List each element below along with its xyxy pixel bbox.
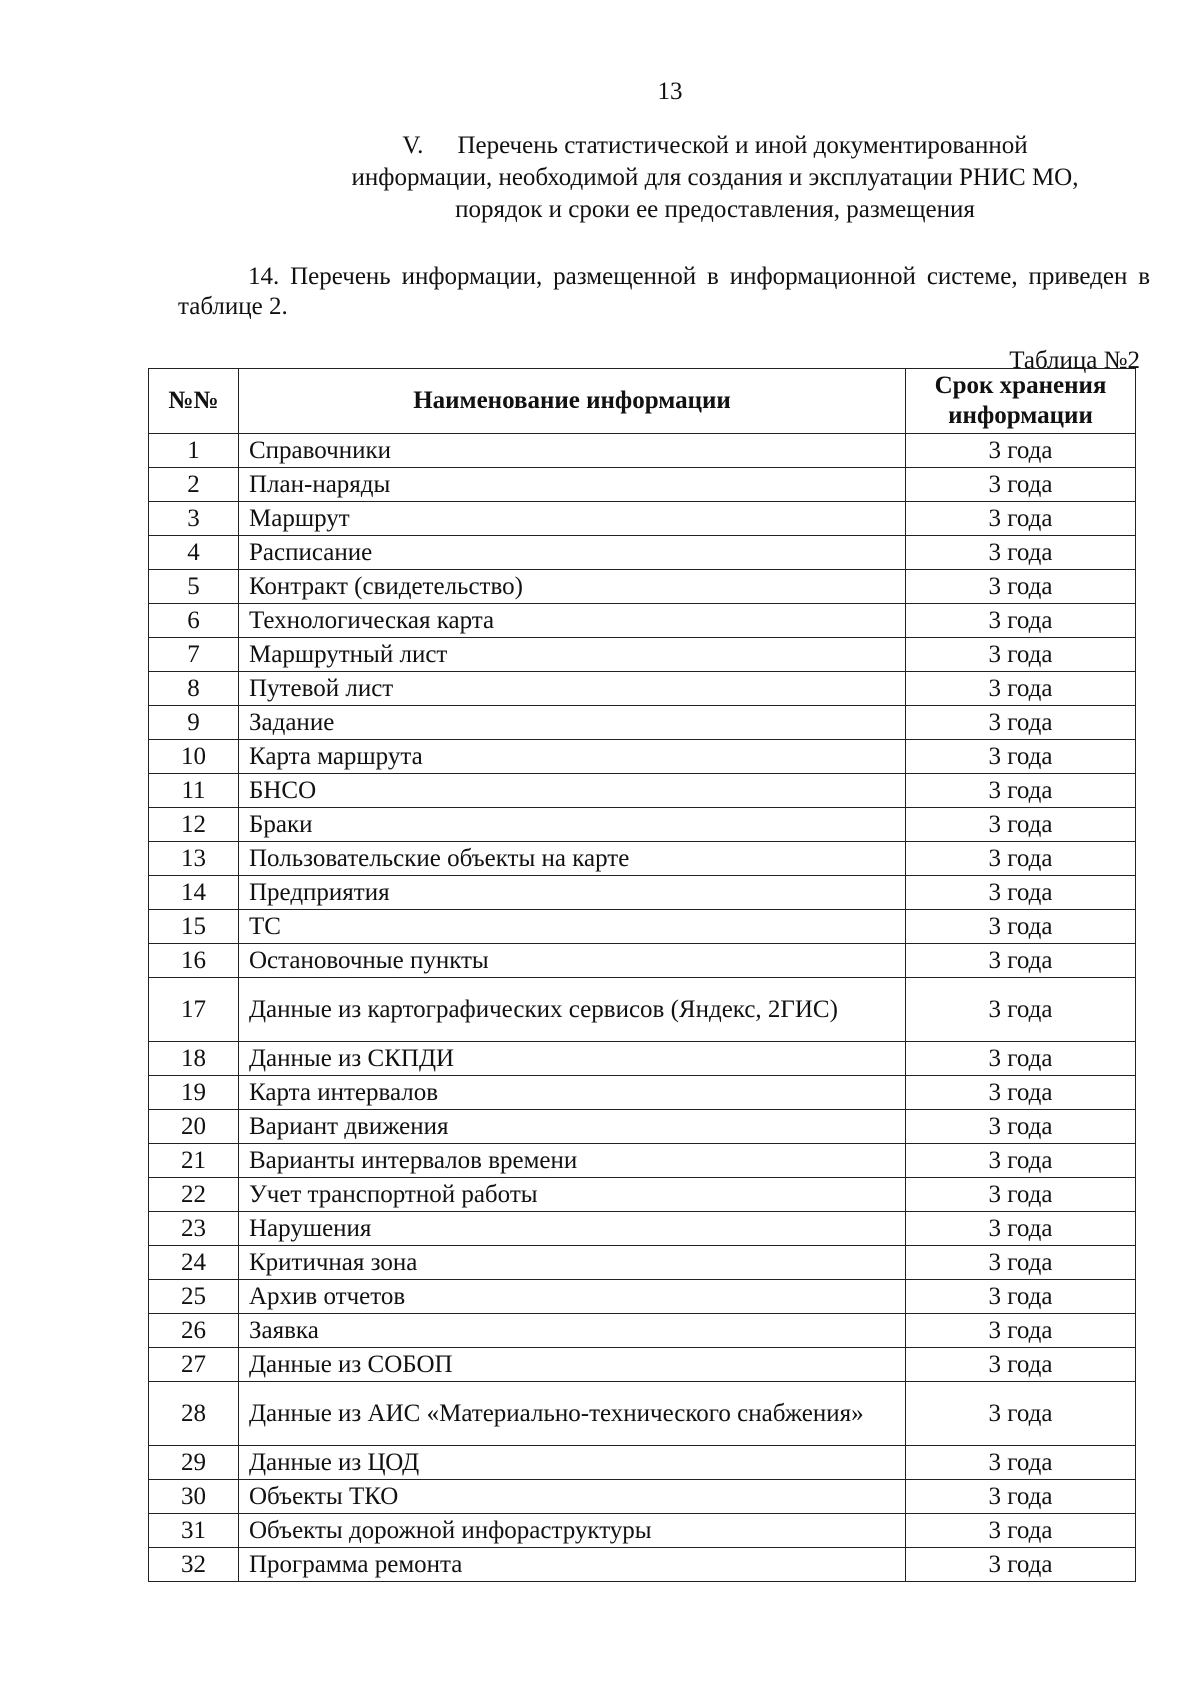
row-name: Критичная зона — [239, 1246, 906, 1280]
row-number: 5 — [149, 570, 239, 604]
table-row — [149, 468, 1136, 502]
row-period: 3 года — [906, 570, 1136, 604]
table-row — [149, 1076, 1136, 1110]
table-row — [149, 842, 1136, 876]
table-row — [149, 1446, 1136, 1480]
row-period: 3 года — [906, 1144, 1136, 1178]
row-name: Контракт (свидетельство) — [239, 570, 906, 604]
table-row — [149, 1382, 1136, 1446]
row-period: 3 года — [906, 876, 1136, 910]
row-name: Пользовательские объекты на карте — [239, 842, 906, 876]
row-period: 3 года — [906, 1212, 1136, 1246]
row-period: 3 года — [906, 910, 1136, 944]
row-number: 21 — [149, 1144, 239, 1178]
row-name: Карта интервалов — [239, 1076, 906, 1110]
row-number: 7 — [149, 638, 239, 672]
row-number: 17 — [149, 978, 239, 1042]
page-number: 13 — [657, 78, 683, 105]
row-name: Заявка — [239, 1314, 906, 1348]
row-name: Объекты ТКО — [239, 1480, 906, 1514]
heading-line-2: информации, необходимой для создания и эксплуатации РНИС МО, — [351, 164, 1079, 191]
row-period: 3 года — [906, 1042, 1136, 1076]
table-row — [149, 1144, 1136, 1178]
table-header-row — [149, 369, 1136, 434]
section-heading — [200, 130, 1200, 226]
table-row — [149, 978, 1136, 1042]
row-name: Предприятия — [239, 876, 906, 910]
table-row — [149, 502, 1136, 536]
row-period: 3 года — [906, 672, 1136, 706]
row-period: 3 года — [906, 638, 1136, 672]
row-number: 13 — [149, 842, 239, 876]
heading-line-3: порядок и сроки ее предоставления, размещения — [455, 196, 975, 223]
section-roman-numeral: V. — [402, 132, 424, 159]
row-number: 29 — [149, 1446, 239, 1480]
row-number: 11 — [149, 774, 239, 808]
table-row — [149, 1246, 1136, 1280]
row-name: Данные из картографических сервисов (Яндекс, 2ГИС) — [239, 978, 906, 1042]
row-name: Программа ремонта — [239, 1548, 906, 1582]
row-number: 8 — [149, 672, 239, 706]
row-period: 3 года — [906, 1480, 1136, 1514]
table-row — [149, 604, 1136, 638]
row-name: ТС — [239, 910, 906, 944]
row-name: Справочники — [239, 434, 906, 468]
row-number: 18 — [149, 1042, 239, 1076]
row-name: Учет транспортной работы — [239, 1178, 906, 1212]
row-period: 3 года — [906, 740, 1136, 774]
row-period: 3 года — [906, 536, 1136, 570]
row-period: 3 года — [906, 1446, 1136, 1480]
table-row — [149, 536, 1136, 570]
row-period: 3 года — [906, 1382, 1136, 1446]
row-period: 3 года — [906, 1348, 1136, 1382]
row-number: 1 — [149, 434, 239, 468]
row-number: 19 — [149, 1076, 239, 1110]
info-table-container — [148, 368, 1136, 1582]
row-name: Данные из СКПДИ — [239, 1042, 906, 1076]
table-row — [149, 1042, 1136, 1076]
row-number: 23 — [149, 1212, 239, 1246]
table-row — [149, 570, 1136, 604]
row-name: Браки — [239, 808, 906, 842]
row-name: Маршрут — [239, 502, 906, 536]
table-row — [149, 1480, 1136, 1514]
row-period: 3 года — [906, 1178, 1136, 1212]
row-period: 3 года — [906, 1548, 1136, 1582]
table-row — [149, 1548, 1136, 1582]
row-period: 3 года — [906, 1514, 1136, 1548]
row-number: 10 — [149, 740, 239, 774]
table-row — [149, 1178, 1136, 1212]
table-row — [149, 910, 1136, 944]
table-row — [149, 1514, 1136, 1548]
table-row — [149, 808, 1136, 842]
row-name: Расписание — [239, 536, 906, 570]
table-row — [149, 1314, 1136, 1348]
table-caption: Таблица №2 — [1009, 347, 1140, 374]
intro-paragraph: 14. Перечень информации, размещенной в информационной системе, приведен в таблице 2. — [178, 263, 1150, 320]
row-name: Путевой лист — [239, 672, 906, 706]
row-number: 28 — [149, 1382, 239, 1446]
heading-line-1-text: Перечень статистической и иной документированной — [457, 132, 1028, 159]
row-number: 22 — [149, 1178, 239, 1212]
row-number: 30 — [149, 1480, 239, 1514]
table-row — [149, 876, 1136, 910]
table-row — [149, 774, 1136, 808]
row-period: 3 года — [906, 774, 1136, 808]
row-period: 3 года — [906, 1076, 1136, 1110]
row-name: Карта маршрута — [239, 740, 906, 774]
row-period: 3 года — [906, 1314, 1136, 1348]
row-name: Варианты интервалов времени — [239, 1144, 906, 1178]
row-name: Данные из СОБОП — [239, 1348, 906, 1382]
row-period: 3 года — [906, 604, 1136, 638]
row-period: 3 года — [906, 944, 1136, 978]
table-row — [149, 740, 1136, 774]
row-number: 14 — [149, 876, 239, 910]
header-period: Срок хранения информации — [906, 369, 1136, 434]
row-period: 3 года — [906, 1280, 1136, 1314]
table-body — [149, 434, 1136, 1582]
table-row — [149, 638, 1136, 672]
row-period: 3 года — [906, 468, 1136, 502]
row-number: 9 — [149, 706, 239, 740]
row-name: Данные из ЦОД — [239, 1446, 906, 1480]
table-row — [149, 672, 1136, 706]
row-name: Данные из АИС «Материально-технического снабжения» — [239, 1382, 906, 1446]
row-name: БНСО — [239, 774, 906, 808]
row-number: 27 — [149, 1348, 239, 1382]
row-number: 2 — [149, 468, 239, 502]
row-number: 32 — [149, 1548, 239, 1582]
row-period: 3 года — [906, 1246, 1136, 1280]
table-row — [149, 1348, 1136, 1382]
row-number: 6 — [149, 604, 239, 638]
row-period: 3 года — [906, 434, 1136, 468]
row-name: Остановочные пункты — [239, 944, 906, 978]
row-name: Объекты дорожной инфораструктуры — [239, 1514, 906, 1548]
row-name: Задание — [239, 706, 906, 740]
row-number: 20 — [149, 1110, 239, 1144]
header-name: Наименование информации — [239, 369, 906, 434]
row-number: 26 — [149, 1314, 239, 1348]
row-name: Архив отчетов — [239, 1280, 906, 1314]
table-row — [149, 1280, 1136, 1314]
row-number: 31 — [149, 1514, 239, 1548]
table-row — [149, 1110, 1136, 1144]
row-period: 3 года — [906, 808, 1136, 842]
header-num: №№ — [149, 369, 239, 434]
row-number: 15 — [149, 910, 239, 944]
table-row — [149, 434, 1136, 468]
row-name: Нарушения — [239, 1212, 906, 1246]
table-row — [149, 944, 1136, 978]
table-row — [149, 1212, 1136, 1246]
row-name: Маршрутный лист — [239, 638, 906, 672]
row-period: 3 года — [906, 1110, 1136, 1144]
row-name: План-наряды — [239, 468, 906, 502]
row-period: 3 года — [906, 842, 1136, 876]
row-number: 24 — [149, 1246, 239, 1280]
row-period: 3 года — [906, 502, 1136, 536]
heading-line-1 — [200, 130, 1200, 162]
info-table — [148, 368, 1136, 1582]
table-row — [149, 706, 1136, 740]
row-period: 3 года — [906, 706, 1136, 740]
row-number: 4 — [149, 536, 239, 570]
row-period: 3 года — [906, 978, 1136, 1042]
row-name: Вариант движения — [239, 1110, 906, 1144]
row-number: 3 — [149, 502, 239, 536]
row-number: 25 — [149, 1280, 239, 1314]
row-name: Технологическая карта — [239, 604, 906, 638]
row-number: 12 — [149, 808, 239, 842]
row-number: 16 — [149, 944, 239, 978]
